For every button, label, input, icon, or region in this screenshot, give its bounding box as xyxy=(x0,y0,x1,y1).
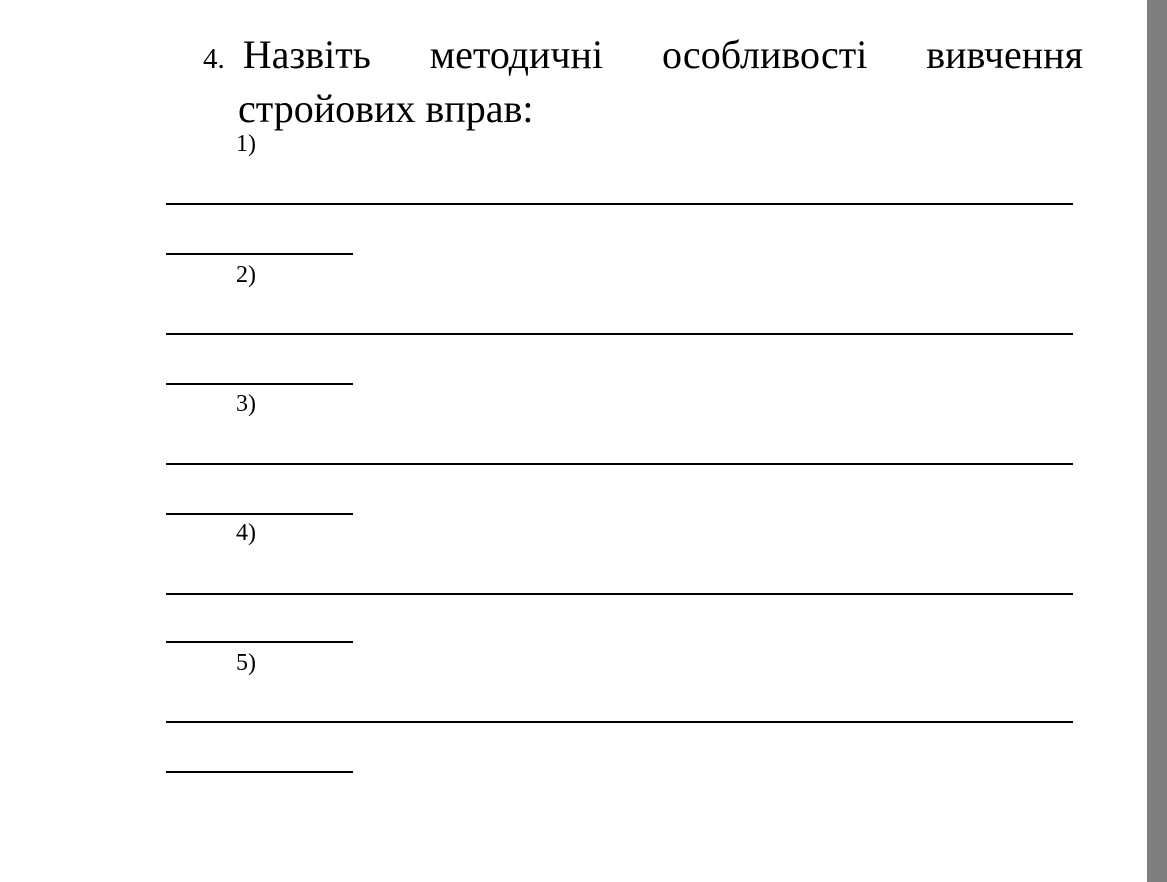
question-word-2: методичні xyxy=(429,32,604,77)
answer-line-1a[interactable] xyxy=(166,203,1073,205)
item-label-5: 5) xyxy=(236,650,256,676)
question-4 xyxy=(203,30,1083,134)
answer-line-1b[interactable] xyxy=(166,253,353,255)
item-label-1: 1) xyxy=(236,131,256,157)
answer-line-4b[interactable] xyxy=(166,641,353,643)
item-label-2: 2) xyxy=(236,262,256,288)
answer-line-5a[interactable] xyxy=(166,721,1073,723)
page-edge-bar xyxy=(1147,0,1167,882)
item-label-4: 4) xyxy=(236,520,256,546)
answer-line-5b[interactable] xyxy=(166,771,353,773)
item-label-3: 3) xyxy=(236,391,256,417)
answer-line-4a[interactable] xyxy=(166,593,1073,595)
question-word-1: 4. Назвіть xyxy=(203,32,371,77)
question-number: 4. xyxy=(203,43,225,75)
answer-line-3a[interactable] xyxy=(166,463,1073,465)
question-line-1 xyxy=(203,30,1083,84)
answer-line-2a[interactable] xyxy=(166,333,1073,335)
answer-line-3b[interactable] xyxy=(166,513,353,515)
answer-line-2b[interactable] xyxy=(166,383,353,385)
question-word-4: вивчення xyxy=(926,32,1083,77)
question-word-3: особливості xyxy=(661,32,868,77)
question-line-2: стройових вправ: xyxy=(238,86,534,131)
